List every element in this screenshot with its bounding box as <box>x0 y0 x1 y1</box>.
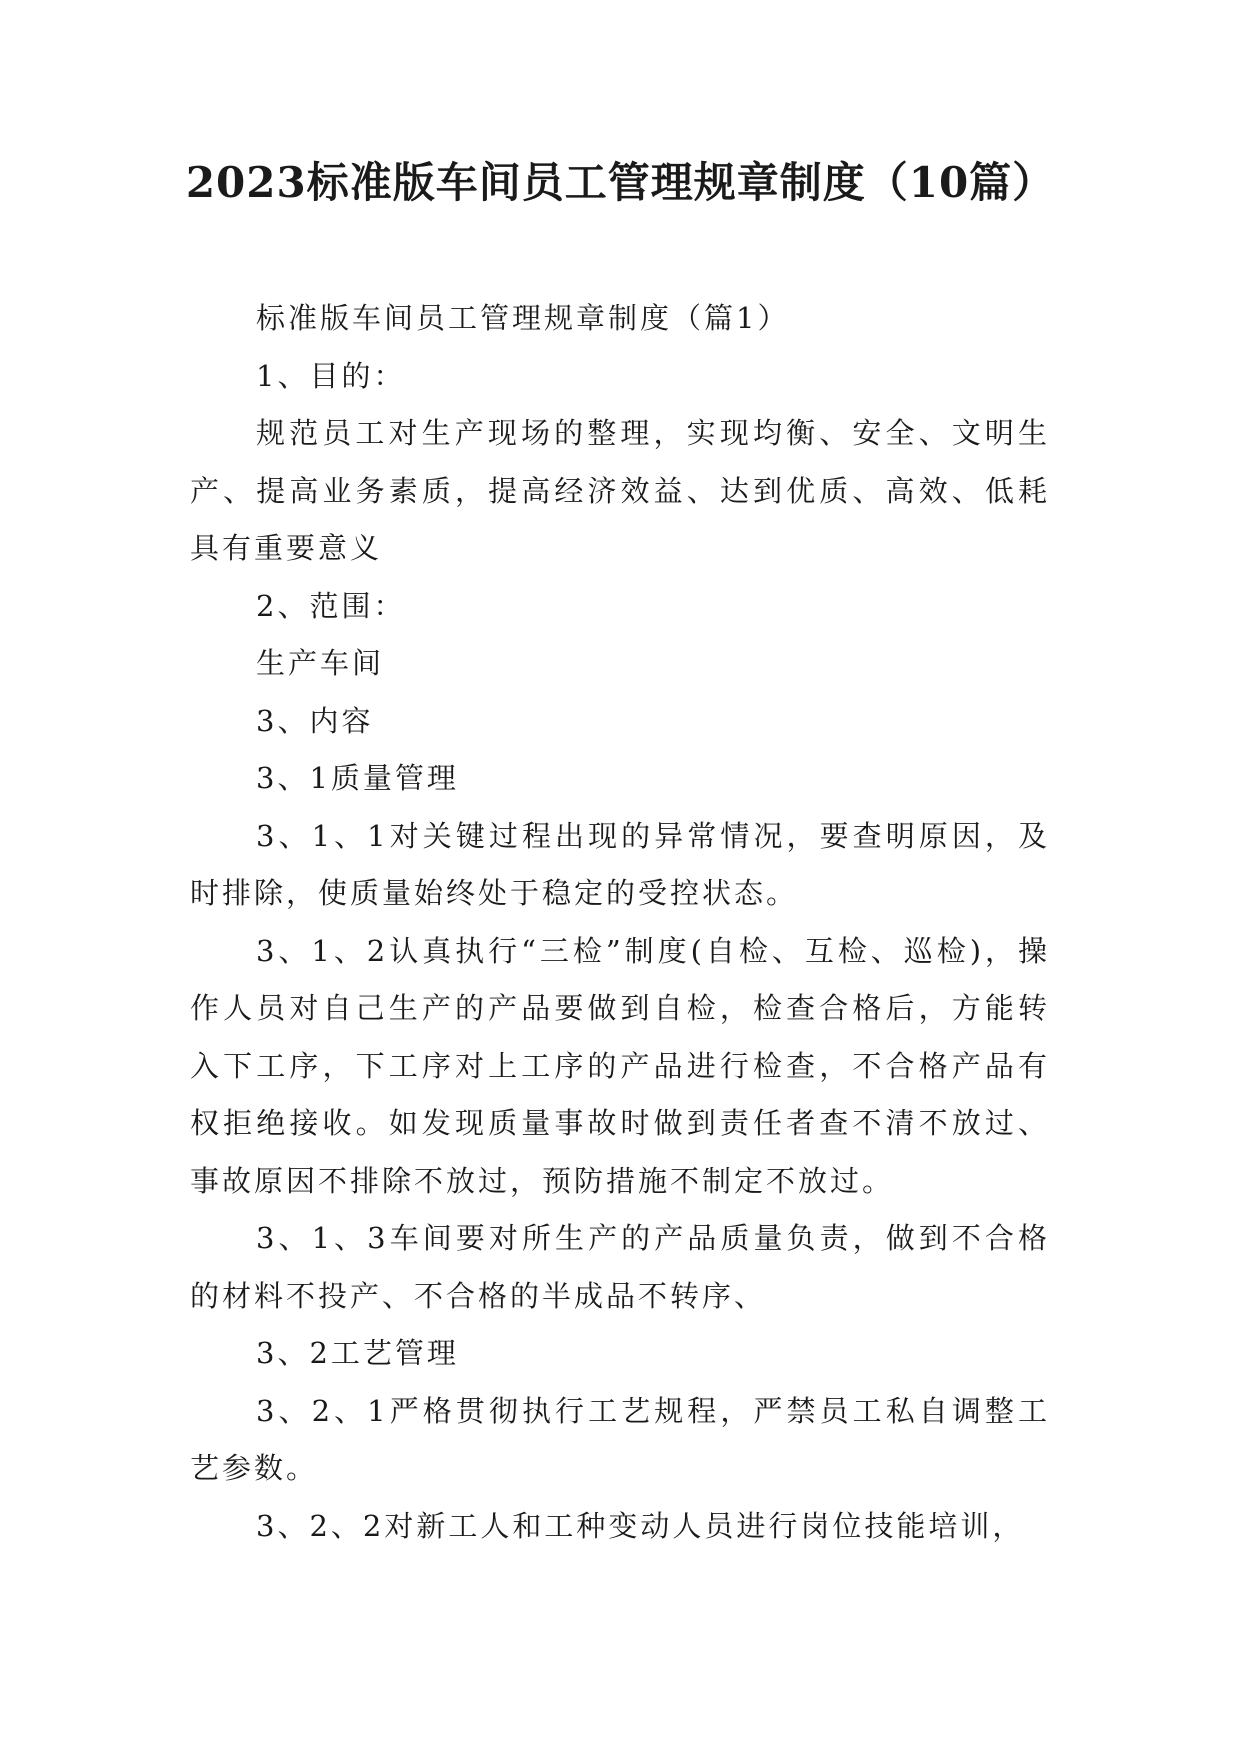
paragraph: 3、1、1对关键过程出现的异常情况，要查明原因，及时排除，使质量始终处于稳定的受控状态。 <box>190 818 1050 910</box>
paragraph: 3、2、1严格贯彻执行工艺规程，严禁员工私自调整工艺参数。 <box>190 1393 1050 1485</box>
paragraph: 规范员工对生产现场的整理，实现均衡、安全、文明生产、提高业务素质，提高经济效益、达到优质、高效、低耗具有重要意义 <box>190 416 1050 565</box>
paragraph: 生产车间 <box>256 646 385 680</box>
document-title: 2023标准版车间员工管理规章制度（10篇） <box>185 158 1056 207</box>
paragraph: 3、2、2对新工人和工种变动人员进行岗位技能培训， <box>256 1508 1025 1543</box>
paragraph: 3、1、3车间要对所生产的产品质量负责，做到不合格的材料不投产、不合格的半成品不转序、 <box>190 1221 1050 1313</box>
paragraph: 2、范围： <box>256 588 406 623</box>
section-heading: 标准版车间员工管理规章制度（篇1） <box>256 301 790 335</box>
paragraph: 3、内容 <box>256 703 374 738</box>
document-body <box>190 290 1050 1555</box>
paragraph: 3、1、2认真执行“三检”制度(自检、互检、巡检)，操作人员对自己生产的产品要做到自检，检查合格后，方能转入下工序，下工序对上工序的产品进行检查，不合格产品有权拒绝接收。如发现质量事故时做到责任者查不清不放过、事故原因不排除不放过，预防措施不制定不放过。 <box>190 933 1050 1198</box>
paragraph: 3、1质量管理 <box>256 761 459 795</box>
paragraph: 3、2工艺管理 <box>256 1336 459 1370</box>
paragraph: 1、目的： <box>256 358 406 393</box>
